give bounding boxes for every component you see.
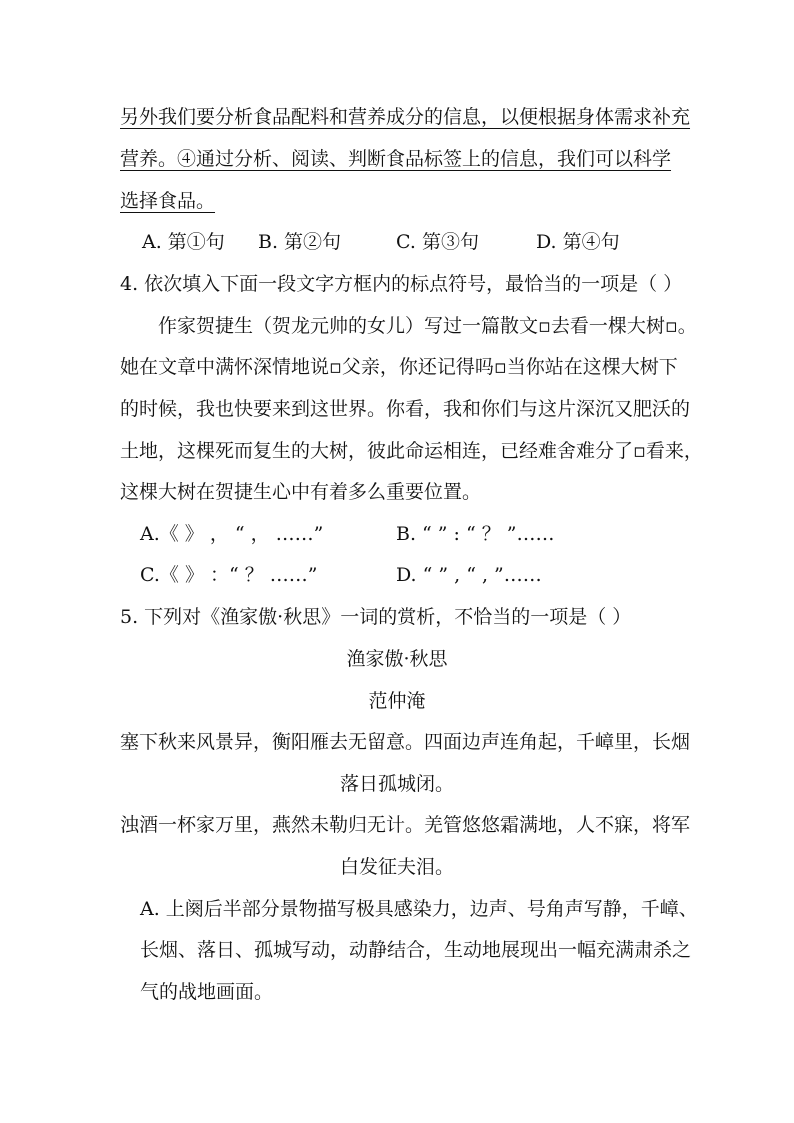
q4-option-b: B. “ ” : “ ？ ”…… [396, 523, 555, 545]
q4-paragraph-line-3: 的时候，我也快要来到这世界。你看，我和你们与这片深沉又肥沃的 [120, 398, 691, 420]
q4-paragraph-line-2: 她在文章中满怀深情地说▫父亲，你还记得吗▫当你站在这棵大树下 [120, 356, 678, 378]
q3-option-b: B. 第②句 [258, 231, 342, 253]
q3-option-a: A. 第①句 [142, 231, 225, 253]
q3-text-line-1: 另外我们要分析食品配料和营养成分的信息，以便根据身体需求补充 [120, 106, 691, 128]
poem-stanza-2-line-1: 浊酒一杯家万里，燕然未勒归无计。羌管悠悠霜满地，人不寐，将军 [120, 814, 691, 836]
poem-stanza-1-line-1: 塞下秋来风景异，衡阳雁去无留意。四面边声连角起，千嶂里，长烟 [120, 731, 691, 753]
q5-option-a-line-2: 长烟、落日、孤城写动，动静结合，生动地展现出一幅充满肃杀之 [140, 939, 692, 961]
q3-text-line-3: 选择食品。 [120, 190, 216, 212]
q4-option-d: D. “ ” , “ , ”…… [396, 564, 542, 586]
q3-text-line-2: 营养。④通过分析、阅读、判断食品标签上的信息，我们可以科学 [120, 148, 672, 170]
q5-option-a-line-1: A. 上阕后半部分景物描写极具感染力，边声、号角声写静，千嶂、 [140, 898, 698, 920]
q4-paragraph-line-4: 土地，这棵死而复生的大树，彼此命运相连，已经难舍难分了▫看来， [120, 440, 703, 462]
poem-title: 渔家傲·秋思 [346, 648, 448, 670]
q4-option-c: C.《 》 ：“ ？ ……” [140, 564, 318, 586]
poem-stanza-2-line-2: 白发征夫泪。 [339, 856, 454, 878]
q5-option-a-line-3: 气的战地画面。 [140, 981, 274, 1003]
q3-option-d: D. 第④句 [536, 231, 620, 253]
poem-author: 范仲淹 [368, 690, 426, 712]
poem-stanza-1-line-2: 落日孤城闭。 [339, 773, 454, 795]
q4-option-a: A.《 》 ， “ ， ……” [140, 523, 324, 545]
q4-stem: 4. 依次填入下面一段文字方框内的标点符号，最恰当的一项是（ ） [120, 273, 683, 295]
q3-option-c: C. 第③句 [396, 231, 479, 253]
q4-paragraph-line-5: 这棵大树在贺捷生心中有着多么重要位置。 [120, 481, 482, 503]
q5-stem: 5. 下列对《渔家傲·秋思》一词的赏析，不恰当的一项是（ ） [120, 606, 632, 628]
q4-paragraph-line-1: 作家贺捷生（贺龙元帅的女儿）写过一篇散文▫去看一棵大树▫。 [158, 315, 697, 337]
